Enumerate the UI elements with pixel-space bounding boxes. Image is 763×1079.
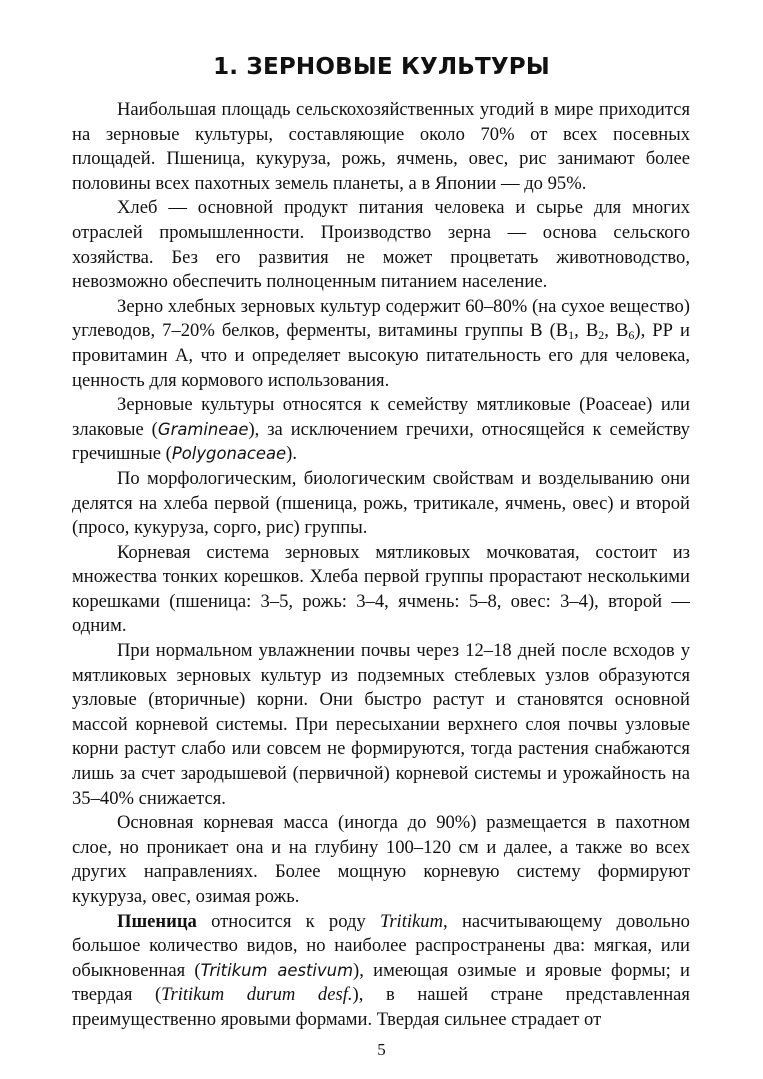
bold-term: Пшеница (117, 910, 197, 932)
text-run: ). (286, 443, 297, 465)
paragraph-8: Основная корневая масса (иногда до 90%) размещается в пахотном слое, но проникает она и на глубину 100–120 см и далее, а также во всех других направлениях. Более мощную корневую систему формируют кукуруза, овес, озимая рожь. (72, 812, 690, 907)
latin-name: Gramineae (157, 419, 249, 439)
text-run: ), за исключением гречихи, относящейся к семейству гречишные ( (72, 418, 690, 465)
latin-name: Tritikum durum desf. (161, 984, 353, 1006)
paragraph-3 (72, 295, 690, 393)
paragraph-6: Корневая система зерновых мятликовых мочковатая, состоит из множества тонких корешков. Хлеба первой группы прорастают несколькими корешками (пшеница: 3–5, рожь: 3–4, ячмень: 5–8, овес: 3–4), второй — одним. (72, 541, 690, 637)
latin-name: Tritikum aestivum (200, 960, 354, 980)
paragraph-1: Наибольшая площадь сельскохозяйственных угодий в мире приходится на зерновые культуры, составляющие около 70% от всех посевных площадей. Пшеница, кукуруза, рожь, ячмень, овес, рис занимают более половины всех пахотных земель планеты, а в Японии — до 95%. (72, 99, 690, 194)
text-run: Зерновые культуры относятся к семейству мятликовые (Poaceae) или злаковые ( (72, 394, 690, 440)
text-run: ), в нашей стране представленная преимущественно яровыми формами. Твердая сильнее страдает от (72, 984, 690, 1030)
subscript: 6 (628, 328, 635, 343)
paragraph-2: Хлеб — основной продукт питания человека и сырье для многих отраслей промышленности. Производство зерна — основа сельского хозяйства. Без его развития не может процветать животноводство, невозможно обеспечить полноценным питанием население. (72, 197, 690, 293)
body-text (72, 98, 690, 1033)
paragraph-5: По морфологическим, биологическим свойствам и возделыванию они делятся на хлеба первой (пшеница, рожь, тритикале, ячмень, овес) и второй (просо, кукуруза, сорго, рис) группы. (72, 467, 690, 539)
paragraph-9 (72, 910, 690, 1033)
subscript: 2 (598, 328, 605, 343)
text-run: ), РР и провитамин А, что и определяет высокую питательность его для человека, ценность для кормового использования. (72, 320, 690, 391)
text-run: , В (574, 320, 599, 342)
latin-name: Tritikum (380, 910, 444, 932)
paragraph-4 (72, 393, 690, 467)
text-run: Зерно хлебных зерновых культур содержит 60–80% (на сухое вещество) углеводов, 7–20% белков, ферменты, витамины группы В (В (72, 295, 690, 342)
page-number: 5 (377, 1040, 386, 1059)
subscript: 1 (568, 328, 575, 343)
paragraph-7: При нормальном увлажнении почвы через 12–18 дней после всходов у мятликовых зерновых культур из подземных стеблевых узлов образуются узловые (вторичные) корни. Они быстро растут и становятся основной массой корневой системы. При пересыхании верхнего слоя почвы узловые корни растут слабо или совсем не формируются, тогда растения снабжаются лишь за счет зародышевой (первичной) корневой системы и урожайность на 35–40% снижается. (72, 640, 690, 809)
text-run: относится к роду (196, 910, 380, 932)
text-run: , насчитывающему довольно большое количество видов, но наиболее распространены два: мягкая, или обыкновенная ( (72, 910, 690, 981)
text-run: ), имеющая озимые и яровые формы; и твердая ( (72, 959, 690, 1006)
text-run: , В (604, 320, 629, 342)
latin-name: Polygonaceae (171, 444, 287, 464)
chapter-heading: 1. ЗЕРНОВЫЕ КУЛЬТУРЫ (213, 54, 550, 80)
